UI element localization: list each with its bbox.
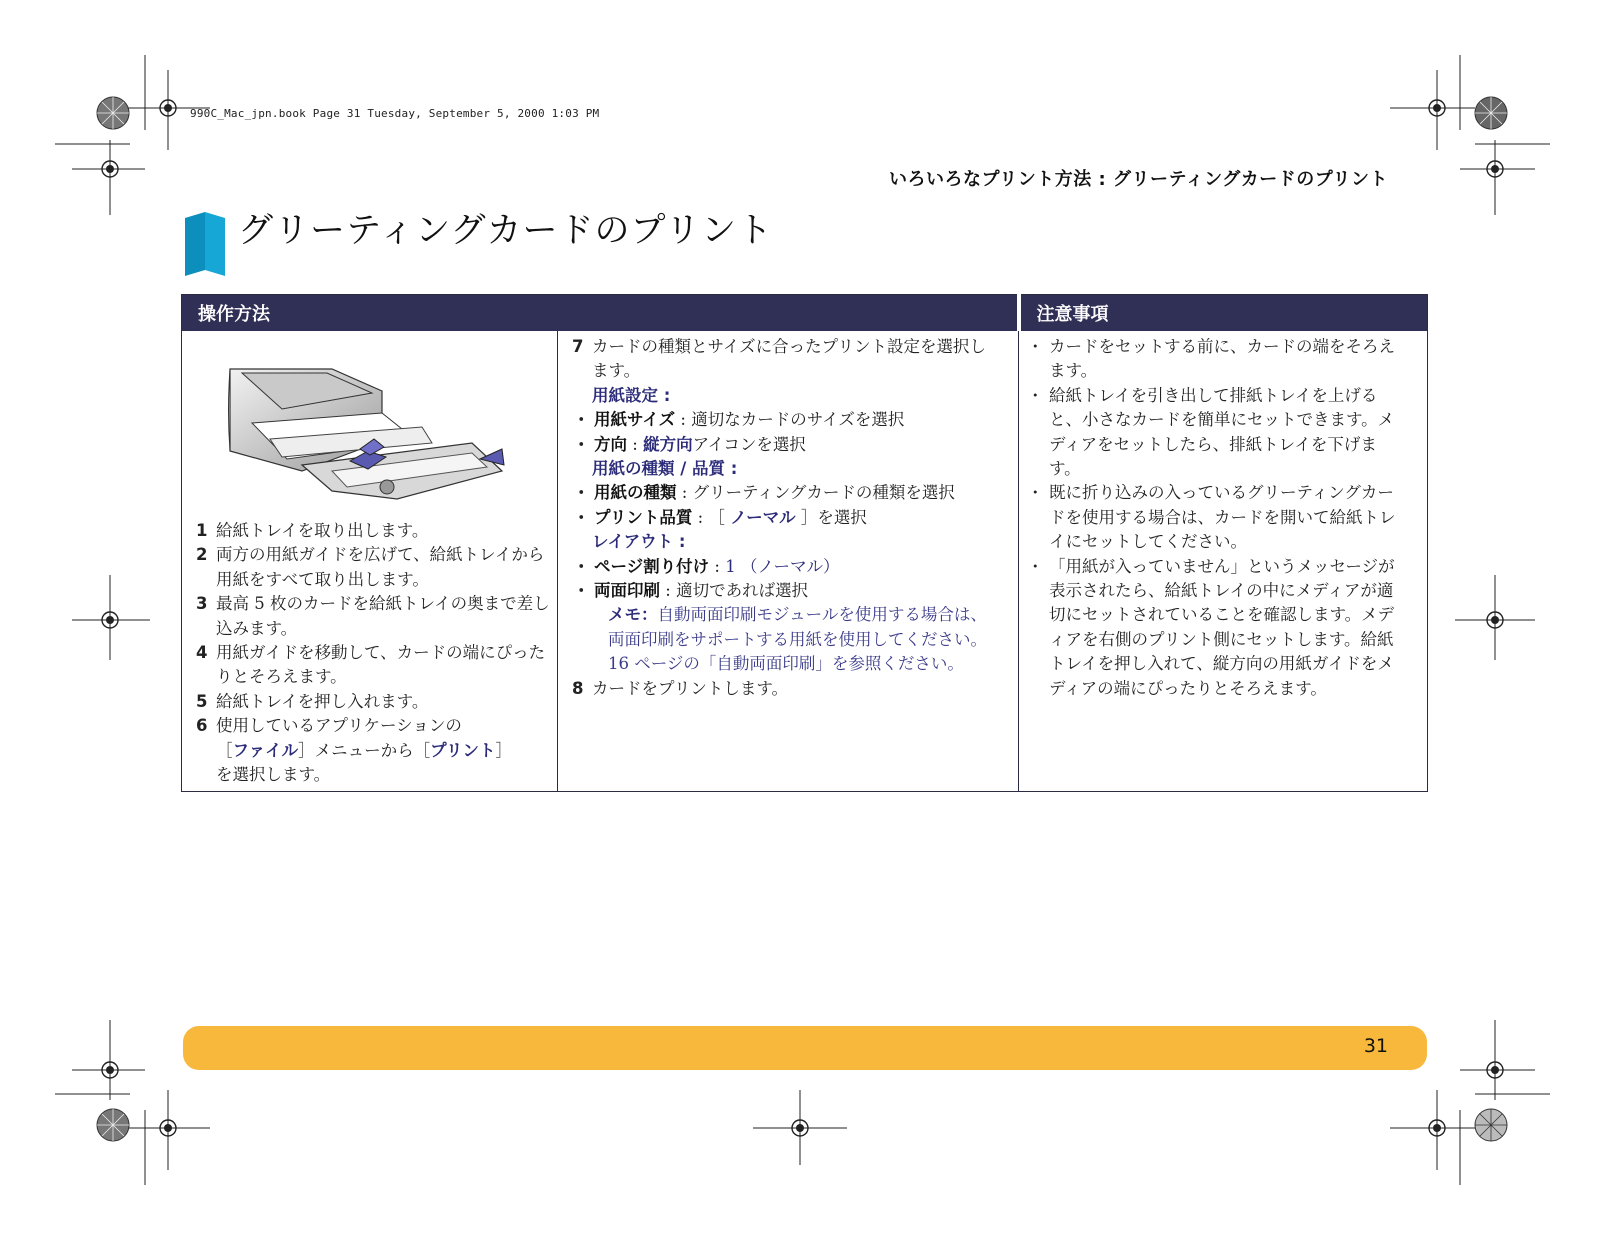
option-value: 1 （ノーマル）: [725, 556, 840, 576]
option-value: 縦方向: [643, 434, 693, 454]
running-head: いろいろなプリント方法 : グリーティングカードのプリント: [889, 169, 1388, 190]
memo-label: メモ：: [608, 605, 658, 625]
step-text: 使用しているアプリケーションの: [216, 716, 462, 736]
option-value: ノーマル: [730, 507, 796, 527]
step-4: [182, 641, 557, 690]
menu-name-print: プリント: [430, 740, 496, 760]
bracket: ［: [216, 740, 233, 760]
page-title: グリーティングカードのプリント: [238, 211, 774, 251]
steps-column-left: [182, 331, 558, 792]
step-number: 3: [196, 594, 208, 614]
step-text: カードをプリントします。: [592, 678, 789, 698]
step-6: [182, 714, 557, 787]
option-orientation: ・ 方向 : 縦方向アイコンを選択: [558, 433, 1000, 457]
bracket: ］: [495, 740, 513, 760]
option-text: 適切であれば選択: [676, 581, 809, 601]
option-label: 用紙サイズ: [594, 410, 676, 430]
option-label: プリント品質: [594, 507, 693, 527]
step-number: 2: [196, 545, 208, 565]
step-text: 最高 5 枚のカードを給紙トレイの奥まで差し込みます。: [216, 594, 550, 638]
option-print-quality: ・ プリント品質 : ［ ノーマル ］を選択: [558, 506, 1000, 530]
note-item: ・ 給紙トレイを引き出して排紙トレイを上げると、小さなカードを簡単にセットできます。メディアをセットしたら、排紙トレイを下げます。: [1019, 384, 1427, 482]
step-text: 両方の用紙ガイドを広げて、給紙トレイから用紙をすべて取り出します。: [216, 545, 545, 589]
step-5: [182, 690, 557, 714]
paper-type-quality-label: 用紙の種類 / 品質: [592, 459, 726, 479]
option-label: 方向: [594, 434, 627, 454]
menu-name-file: ファイル: [232, 740, 299, 760]
footer-bar: [183, 1026, 1427, 1070]
instruction-table: [181, 294, 1428, 792]
option-paper-size: ・ 用紙サイズ : 適切なカードのサイズを選択: [558, 408, 1000, 432]
option-text: アイコンを選択: [692, 434, 806, 454]
notes-column: [1019, 331, 1428, 792]
paper-setup-label: 用紙設定: [592, 385, 658, 405]
printer-tray-illustration: [182, 331, 557, 511]
layout-label: レイアウト: [592, 532, 674, 552]
bracket: ［: [413, 740, 431, 760]
step-8: [558, 677, 1000, 701]
step-number: 8: [572, 678, 584, 698]
bracket: ］: [298, 740, 315, 760]
option-label: 両面印刷: [594, 581, 660, 601]
header-notes: 注意事項: [1019, 295, 1428, 332]
option-label: 用紙の種類: [594, 483, 677, 503]
option-duplex: ・ 両面印刷 : 適切であれば選択: [558, 579, 1000, 603]
heading-paper-type-quality: 用紙の種類 / 品質 :: [592, 459, 738, 479]
step-number: 5: [196, 691, 208, 711]
step-1: [182, 519, 557, 543]
file-slug: 990C_Mac_jpn.book Page 31 Tuesday, September 5, 2000 1:03 PM: [190, 107, 600, 120]
heading-layout: レイアウト :: [592, 532, 686, 552]
memo-text: 自動両面印刷モジュールを使用する場合は、両面印刷をサポートする用紙を使用してください。16 ページの「自動両面印刷」を参照ください。: [608, 605, 988, 674]
option-pages-per-sheet: ・ ページ割り付け : 1 （ノーマル）: [558, 555, 1000, 579]
memo-note: [558, 603, 1000, 676]
note-item: ・ 既に折り込みの入っているグリーティングカードを使用する場合は、カードを開いて給紙トレイにセットしてください。: [1019, 481, 1427, 554]
option-label: ページ割り付け: [594, 556, 710, 576]
step-text: 用紙ガイドを移動して、カードの端にぴったりとそろえます。: [216, 643, 546, 687]
step-number: 6: [196, 716, 208, 736]
step-number: 4: [196, 643, 208, 663]
step-text: メニューから: [314, 740, 414, 760]
option-paper-type: ・ 用紙の種類 : グリーティングカードの種類を選択: [558, 481, 1000, 505]
note-item: ・ カードをセットする前に、カードの端をそろえます。: [1019, 335, 1427, 384]
step-number: 7: [572, 337, 584, 356]
heading-paper-setup: 用紙設定 :: [592, 385, 671, 405]
header-procedure: 操作方法: [182, 295, 1019, 332]
option-text: 適切なカードのサイズを選択: [691, 410, 905, 430]
step-text: カードの種類とサイズに合ったプリント設定を選択します。: [592, 337, 987, 381]
page-number: 31: [1363, 1035, 1388, 1057]
note-item: ・ 「用紙が入っていません」というメッセージが表示されたら、給紙トレイの中にメディアが適切にセットされていることを確認します。メディアを右側のプリント側にセットします。給紙トレイを押し入れて、縦方向の用紙ガイドをメディアの端にぴったりとそろえます。: [1019, 555, 1427, 701]
option-text: グリーティングカードの種類を選択: [692, 483, 955, 503]
step-number: 1: [196, 521, 208, 540]
step-text: 給紙トレイを取り出します。: [216, 521, 429, 540]
step-text: 給紙トレイを押し入れます。: [216, 691, 429, 711]
steps-column-middle: [558, 331, 1019, 792]
step-text: を選択します。: [216, 765, 331, 785]
step-7: [558, 335, 1000, 384]
step-3: [182, 592, 557, 641]
step-2: [182, 543, 557, 592]
option-text: を選択: [817, 507, 867, 527]
book-icon: [183, 210, 225, 276]
